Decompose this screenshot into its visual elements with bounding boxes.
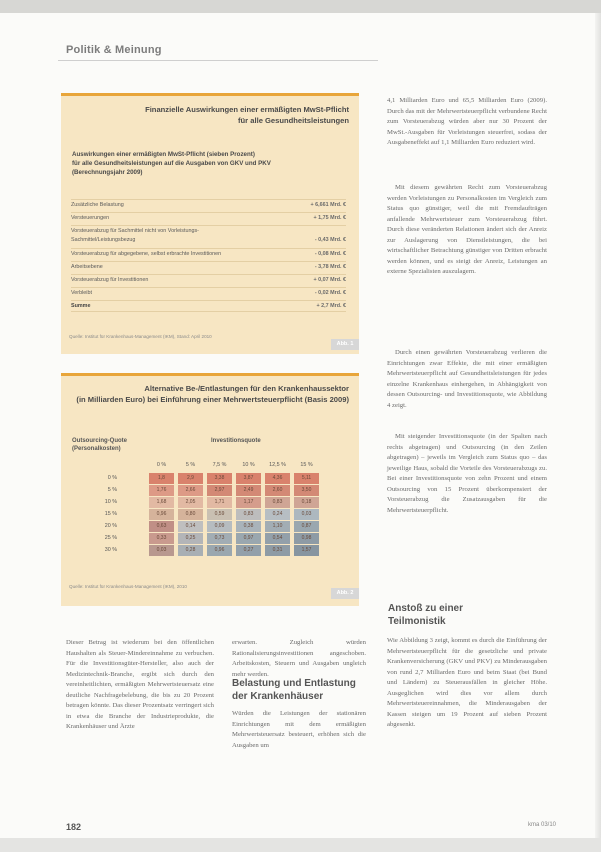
row-value: + 0,07 Mrd. € bbox=[313, 277, 346, 283]
matrix-cell: 2,66 bbox=[178, 485, 203, 496]
figure-2-tag: Abb. 2 bbox=[331, 588, 359, 599]
right-heading-line1: Anstoß zu einer bbox=[388, 603, 464, 614]
figure-2 bbox=[61, 373, 359, 606]
row-value: + 2,7 Mrd. € bbox=[316, 303, 346, 309]
matrix-cell: 0,83 bbox=[265, 497, 290, 508]
table-row bbox=[71, 235, 346, 245]
matrix-cell: 0,03 bbox=[294, 509, 319, 520]
table-row-total bbox=[71, 300, 346, 312]
column-label: 15 % bbox=[300, 462, 313, 468]
figure-1-subtitle-line3: (Berechnungsjahr 2009) bbox=[72, 169, 143, 176]
matrix-cell: 0,28 bbox=[178, 545, 203, 556]
column-label: 5 % bbox=[185, 462, 196, 468]
matrix-cell: 3,50 bbox=[294, 485, 319, 496]
row-label: Vorsteuerabzug für Investitionen bbox=[71, 277, 149, 283]
right-paragraph-2: Mit diesem gewährten Recht zum Vorsteuerabzug werden Vorleistungen zu Personalkosten im Vergleich zum Status quo günstiger, weil die mit Fremdaufträgen anfallende Mehrwertsteuer zum Vorsteuerabzug führt. Durch diese veränderten Relationen ändert sich der Anreiz zur Auslagerung von Dienstleistungen, die bei wirtschaftlicher Betrachtung günstiger von Dritten erbracht werden können, und es steigt der Anreiz, Leistungen an externe Spezialisten auszulagern. bbox=[387, 184, 547, 275]
journal-issue: kma 03/10 bbox=[528, 822, 557, 828]
middle-heading-line2: der Krankenhäuser bbox=[232, 691, 324, 702]
figure-2-title-line2: (in Milliarden Euro) bei Einführung einer Mehrwertsteuerpflicht (Basis 2009) bbox=[76, 395, 349, 404]
matrix-cell: 0,31 bbox=[265, 545, 290, 556]
row-label: Versteuerungen bbox=[71, 215, 110, 221]
top-bar bbox=[0, 0, 601, 13]
row-label: Verbleibt bbox=[71, 290, 92, 296]
page-number: 182 bbox=[66, 822, 82, 832]
table-row bbox=[71, 199, 346, 210]
section-rule bbox=[58, 60, 378, 61]
matrix-cell: 2,9 bbox=[178, 473, 203, 484]
row-value: + 6,661 Mrd. € bbox=[310, 202, 346, 208]
matrix-cell: 0,96 bbox=[149, 509, 174, 520]
row-label: Vorsteuerabzug für Sachmittel nicht von Vorleistungs- bbox=[71, 228, 199, 234]
figure-1-subtitle-line2: für alle Gesundheitsleistungen auf die Ausgaben von GKV und PKV bbox=[72, 160, 271, 167]
middle-paragraph-1: erwarten. Zugleich würden Rationalisierungsinvestitionen angeschoben. Arbeitskosten, Steuern und Ausgaben ungleich mehr werden. bbox=[232, 639, 366, 678]
matrix-cell: 0,80 bbox=[178, 509, 203, 520]
row-value: + 1,75 Mrd. € bbox=[313, 215, 346, 221]
row-header-line2: (Personalkosten) bbox=[72, 446, 121, 452]
table-row bbox=[71, 261, 346, 272]
matrix-cell: 0,38 bbox=[236, 521, 261, 532]
matrix-cell: 0,14 bbox=[178, 521, 203, 532]
matrix-cell: 0,98 bbox=[294, 533, 319, 544]
matrix-cell: 2,05 bbox=[178, 497, 203, 508]
matrix-cell: 0,87 bbox=[294, 521, 319, 532]
matrix-cell: 1,57 bbox=[294, 545, 319, 556]
table-row bbox=[71, 212, 346, 223]
figure-1-subtitle-line1: Auswirkungen einer ermäßigten MwSt-Pflicht (sieben Prozent) bbox=[72, 151, 255, 158]
matrix-cell: 1,76 bbox=[149, 485, 174, 496]
row-label: Sachmittel/Leistungsbezug bbox=[71, 237, 136, 243]
row-header-line1: Outsourcing-Quote bbox=[72, 438, 127, 444]
matrix-cell: 0,97 bbox=[236, 533, 261, 544]
row-value: - 0,08 Mrd. € bbox=[314, 251, 346, 257]
middle-paragraph-2: Würden die Leistungen der stationären Einrichtungen mit dem ermäßigten Mehrwertsteuersatz besteuert, erhöhen sich die Ausgaben um bbox=[232, 710, 366, 749]
figure-1-tag: Abb. 1 bbox=[331, 339, 359, 350]
row-label: Summe bbox=[71, 303, 91, 309]
row-value: - 0,43 Mrd. € bbox=[314, 237, 346, 243]
table-row bbox=[71, 287, 346, 298]
matrix-cell: 0,24 bbox=[265, 509, 290, 520]
right-paragraph-3: Durch einen gewährten Vorsteuerabzug verlieren die Einrichtungen zwar Effekte, die mit einer ermäßigten Mehrwertsteuerpflicht auf Gesundheitsleistungen für jedes einzelne Krankenhaus einhergehen, in Abhängigkeit von dessen Outsourcing- und Investitionsquote, wie Abbildung 4 zeigt. bbox=[387, 349, 547, 409]
matrix-cell: 2,49 bbox=[236, 485, 261, 496]
figure-1-title-line1: Finanzielle Auswirkungen einer ermäßigten MwSt-Pflicht bbox=[145, 105, 349, 114]
matrix-cell: 0,63 bbox=[149, 521, 174, 532]
matrix-cell: 1,68 bbox=[149, 497, 174, 508]
middle-heading-line1: Belastung und Entlastung bbox=[232, 678, 356, 689]
row-value: - 0,02 Mrd. € bbox=[314, 290, 346, 296]
row-label: 0 % bbox=[107, 475, 117, 481]
figure-1-title-line2: für alle Gesundheitsleistungen bbox=[238, 116, 349, 125]
figure-1-source: Quelle: Institut für Krankenhaus-Management (IKM), Stand: April 2010 bbox=[69, 334, 212, 339]
bottom-bar bbox=[0, 838, 601, 852]
table-row bbox=[71, 274, 346, 285]
matrix-cell: 0,83 bbox=[236, 509, 261, 520]
left-paragraph: Dieser Betrag ist wiederum bei den öffentlichen Haushalten als Steuer-Mindereinnahme zu verbuchen. Für die Investitionsgüter-Hersteller, also auch der Medizintechnik-Branche, ergibt sich durch den vereinheitlichten, ermäßigten Mehrwertsteuersatz eine deutliche Nachfragebelebung, die bis zu 20 Prozent betragen könnte. Das dieser Prozentsatz verringert sich in etwa die Branche der Industrieprodukte, die Krankenhäuser und Ärzte bbox=[66, 639, 214, 730]
row-label: 25 % bbox=[104, 535, 117, 541]
row-value: - 3,78 Mrd. € bbox=[314, 264, 346, 270]
matrix-cell: 0,03 bbox=[149, 545, 174, 556]
matrix-cell: 1,17 bbox=[236, 497, 261, 508]
matrix-cell: 5,11 bbox=[294, 473, 319, 484]
table-row bbox=[71, 248, 346, 259]
column-label: 12,5 % bbox=[269, 462, 286, 468]
row-label: 15 % bbox=[104, 511, 117, 517]
matrix-cell: 1,71 bbox=[207, 497, 232, 508]
row-label: Zusätzliche Belastung bbox=[71, 202, 124, 208]
matrix-cell: 0,09 bbox=[207, 521, 232, 532]
right-heading-line2: Teilmonistik bbox=[388, 616, 446, 627]
matrix-cell: 3,38 bbox=[207, 473, 232, 484]
row-label: Arbeitsebene bbox=[71, 264, 103, 270]
right-paragraph-1: 4,1 Milliarden Euro und 65,5 Milliarden Euro (2009). Durch das mit der Mehrwertsteuerpflicht verbundene Recht zum Vorsteuerabzug würden aber nur 30 Prozent der MwSt.-Ausgaben für Vorleistungen steuerfrei, sodass der Ausgabeneffekt auf 1,1 Milliarden Euro reduziert wird. bbox=[387, 97, 547, 146]
matrix-cell: 2,97 bbox=[207, 485, 232, 496]
matrix-cell: 4,36 bbox=[265, 473, 290, 484]
figure-2-source: Quelle: Institut für Krankenhaus-Management (IKM), 2010 bbox=[69, 584, 187, 589]
row-label: 5 % bbox=[107, 487, 117, 493]
row-label: 10 % bbox=[104, 499, 117, 505]
column-label: 7,5 % bbox=[212, 462, 227, 468]
matrix-cell: 0,33 bbox=[149, 533, 174, 544]
column-header: Investitionsquote bbox=[211, 438, 261, 444]
column-label: 0 % bbox=[156, 462, 167, 468]
figure-1 bbox=[61, 93, 359, 354]
section-title: Politik & Meinung bbox=[66, 44, 162, 56]
matrix-cell: 1,8 bbox=[149, 473, 174, 484]
column-label: 10 % bbox=[242, 462, 255, 468]
matrix-cell: 0,54 bbox=[265, 533, 290, 544]
page-edge-shadow bbox=[595, 13, 601, 838]
row-label: 30 % bbox=[104, 547, 117, 553]
row-label: 20 % bbox=[104, 523, 117, 529]
matrix-cell: 0,96 bbox=[207, 545, 232, 556]
matrix-cell: 0,27 bbox=[236, 545, 261, 556]
matrix-cell: 0,59 bbox=[207, 509, 232, 520]
matrix-cell: 1,10 bbox=[265, 521, 290, 532]
matrix-cell: 0,25 bbox=[178, 533, 203, 544]
matrix-cell: 3,87 bbox=[236, 473, 261, 484]
right-paragraph-5: Wie Abbildung 3 zeigt, kommt es durch die Einführung der Mehrwertsteuerpflicht für die gesetzliche und private Krankenversicherung (GKV und PKV) zu Minderausgaben von rund 2,7 Milliarden Euro und beim Staat (bei Bund und Ländern) zu Steuerausfällen in gleicher Höhe. Ausgeglichen wird dies vor allem durch Mehrwertsteuereinnahmen, die Minderausgaben der Kassen steigen um 19 Prozent auf sieben Prozent abgesenkt. bbox=[387, 637, 547, 728]
matrix-cell: 0,18 bbox=[294, 497, 319, 508]
matrix-cell: 2,60 bbox=[265, 485, 290, 496]
row-label: Vorsteuerabzug für abgegebene, selbst erbrachte Investitionen bbox=[71, 251, 222, 257]
right-paragraph-4: Mit steigender Investitionsquote (in der Spalten nach rechts abgetragen) und Outsourcing (in den Zeilen abgetragen) – jeweils im Vergleich zum Status quo – das jeweilige Haus, sobald die Vorteile des Vorsteuerabzugs zu. Bei einer Investitionsquote von zehn Prozent und einem Outsourcing von 15 Prozent überkompensiert der Vorsteuerabzug die Zusatzausgaben für die Mehrwertsteuerpflicht. bbox=[387, 433, 547, 514]
figure-2-title-line1: Alternative Be-/Entlastungen für den Krankenhaussektor bbox=[144, 384, 349, 393]
matrix-cell: 0,73 bbox=[207, 533, 232, 544]
